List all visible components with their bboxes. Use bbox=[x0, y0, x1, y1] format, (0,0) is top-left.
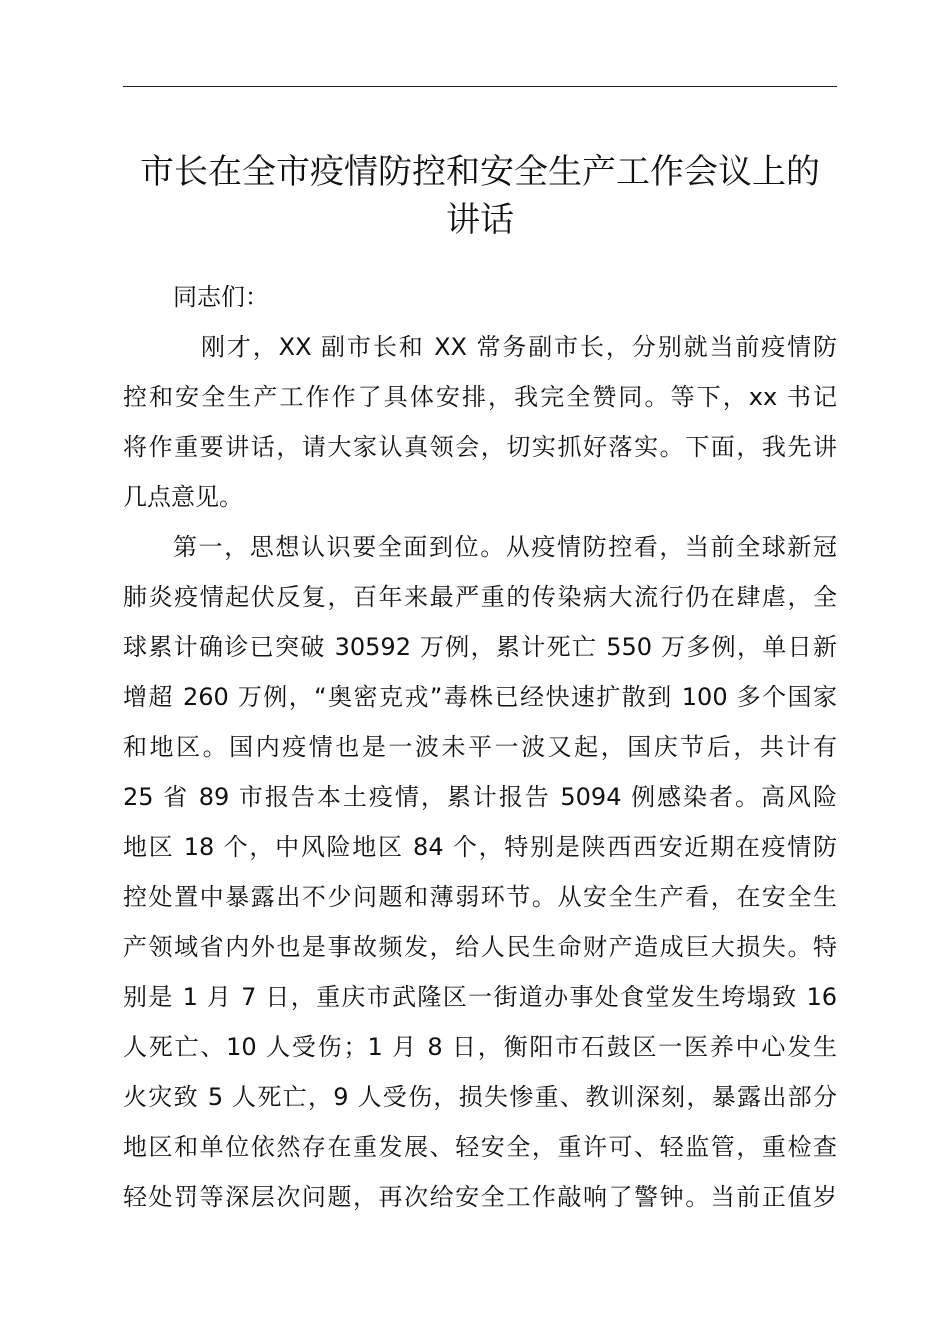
paragraph-2-line: 肺炎疫情起伏反复，百年来最严重的传染病大流行仍在肆虐，全 bbox=[123, 583, 837, 611]
page-title bbox=[110, 148, 850, 244]
paragraph-1-line: 几点意见。 bbox=[123, 483, 243, 511]
paragraph-2-line: 轻处罚等深层次问题，再次给安全工作敲响了警钟。当前正值岁 bbox=[123, 1183, 837, 1211]
paragraph-2-line: 地区 18 个，中风险地区 84 个，特别是陕西西安近期在疫情防 bbox=[123, 833, 837, 861]
paragraph-1-line: 将作重要讲话，请大家认真领会，切实抓好落实。下面，我先讲 bbox=[123, 433, 837, 461]
paragraph-2-line: 地区和单位依然存在重发展、轻安全，重许可、轻监管，重检查 bbox=[123, 1133, 837, 1161]
paragraph-2-line: 产领域省内外也是事故频发，给人民生命财产造成巨大损失。特 bbox=[123, 933, 837, 961]
title-line-2: 讲话 bbox=[446, 200, 514, 240]
paragraph-2-line: 火灾致 5 人死亡，9 人受伤，损失惨重、教训深刻，暴露出部分 bbox=[123, 1083, 837, 1111]
paragraph-2-line: 增超 260 万例，“奥密克戎”毒株已经快速扩散到 100 多个国家 bbox=[123, 683, 837, 711]
paragraph-2-line: 人死亡、10 人受伤；1 月 8 日，衡阳市石鼓区一医养中心发生 bbox=[123, 1033, 837, 1061]
paragraph-2-line: 和地区。国内疫情也是一波未平一波又起，国庆节后，共计有 bbox=[123, 733, 837, 761]
paragraph-2-line: 别是 1 月 7 日，重庆市武隆区一街道办事处食堂发生垮塌致 16 bbox=[123, 983, 837, 1011]
paragraph-1-line: 控和安全生产工作作了具体安排，我完全赞同。等下，xx 书记 bbox=[123, 383, 837, 411]
salutation: 同志们： bbox=[173, 283, 269, 311]
paragraph-2-line: 第一，思想认识要全面到位。从疫情防控看，当前全球新冠 bbox=[173, 533, 837, 561]
document-body bbox=[123, 272, 837, 1222]
paragraph-1-line: 刚才，XX 副市长和 XX 常务副市长，分别就当前疫情防 bbox=[201, 333, 837, 361]
header-rule bbox=[123, 86, 837, 87]
paragraph-2-line: 25 省 89 市报告本土疫情，累计报告 5094 例感染者。高风险 bbox=[123, 783, 837, 811]
title-line-1: 市长在全市疫情防控和安全生产工作会议上的 bbox=[140, 152, 820, 192]
paragraph-2-line: 控处置中暴露出不少问题和薄弱环节。从安全生产看，在安全生 bbox=[123, 883, 837, 911]
paragraph-2-line: 球累计确诊已突破 30592 万例，累计死亡 550 万多例，单日新 bbox=[123, 633, 837, 661]
